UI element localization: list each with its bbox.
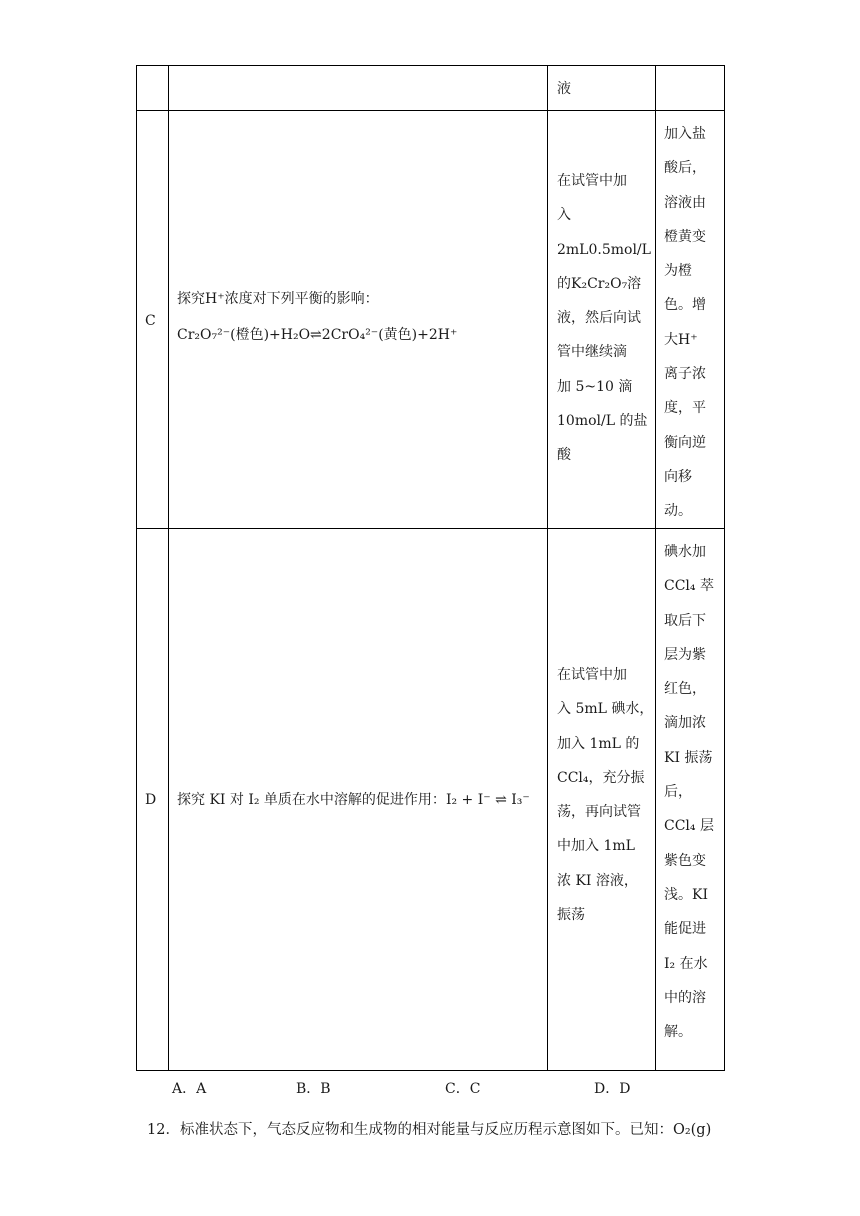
row-d-procedure-line: 中加入 1mL	[557, 838, 635, 855]
row-d-conclusion-line: 红色，	[664, 681, 706, 698]
option-d[interactable]: D．D	[594, 1081, 631, 1097]
row-d-equation: I₂ + I⁻ ⇌ I₃⁻	[445, 792, 530, 808]
row-c-procedure-line: 管中继续滴	[557, 344, 627, 361]
row-c-conclusion-line: 色。增	[664, 297, 706, 314]
row-d-conclusion-line: 紫色变	[664, 852, 706, 869]
row-c-conclusion-line: 橙黄变	[664, 228, 706, 245]
top-row-procedure-text: 液	[557, 81, 571, 97]
row-d-procedure-line: 入 5mL 碘水，	[557, 701, 654, 718]
row-c-conclusion-line: 向移	[664, 468, 692, 485]
table-divider-1	[168, 65, 169, 1071]
row-c-procedure-line: 的K₂Cr₂O₇溶	[557, 275, 642, 292]
table-border-top	[136, 65, 725, 66]
row-c-conclusion-line: 为橙	[664, 263, 692, 280]
row-d-conclusion-line: 中的溶	[664, 989, 706, 1006]
row-c-conclusion-line: 度，平	[664, 400, 706, 417]
table-row-divider-2	[136, 528, 725, 529]
option-c[interactable]: C．C	[445, 1081, 481, 1097]
row-d-procedure-line: 在试管中加	[557, 667, 627, 683]
question-12-stem: 12．标准状态下，气态反应物和生成物的相对能量与反应历程示意图如下。已知：O₂(g)	[147, 1122, 712, 1138]
row-d-conclusion-line: 后，	[664, 784, 692, 801]
table-border-left	[136, 65, 137, 1071]
row-c-conclusion-line: 加入盐	[664, 126, 706, 142]
row-d-conclusion-line: 滴加浓	[664, 715, 706, 732]
row-c-conclusion	[664, 124, 706, 536]
row-d-procedure-line: CCl₄，充分振	[557, 769, 645, 786]
row-d-conclusion-line: 浅。KI	[664, 886, 708, 903]
row-d-description	[177, 790, 530, 810]
option-a[interactable]: A．A	[172, 1081, 207, 1097]
row-d-conclusion-line: I₂ 在水	[664, 955, 708, 972]
row-d-conclusion-line: KI 振荡	[664, 749, 713, 766]
table-divider-3	[655, 65, 656, 1071]
table-border-right	[724, 65, 725, 1071]
row-d-conclusion-line: 取后下	[664, 612, 706, 629]
row-d-procedure-line: 浓 KI 溶液，	[557, 872, 638, 889]
row-d-conclusion-line: 层为紫	[664, 646, 706, 663]
row-c-procedure	[557, 171, 651, 480]
row-d-procedure-line: 加入 1mL 的	[557, 735, 640, 752]
row-d-procedure-line: 荡，再向试管	[557, 804, 641, 821]
row-c-procedure-line: 10mol/L 的盐	[557, 413, 648, 430]
row-d-conclusion-line: 能促进	[664, 921, 706, 938]
row-c-conclusion-line: 溶液由	[664, 194, 706, 211]
row-c-conclusion-line: 大H⁺	[664, 331, 698, 348]
row-d-procedure-line: 振荡	[557, 907, 585, 924]
row-d-procedure	[557, 665, 653, 939]
row-c-equation: Cr₂O₇²⁻(橙色)+H₂O⇌2CrO₄²⁻(黄色)+2H⁺	[177, 327, 458, 343]
row-c-conclusion-line: 酸后，	[664, 160, 706, 177]
option-b[interactable]: B．B	[296, 1081, 331, 1097]
row-c-procedure-line: 2mL0.5mol/L	[557, 241, 651, 258]
row-c-conclusion-line: 离子浓	[664, 366, 706, 383]
row-c-procedure-line: 液，然后向试	[557, 310, 641, 327]
row-d-conclusion-line: CCl₄ 层	[664, 818, 714, 835]
row-d-conclusion-line: 解。	[664, 1024, 692, 1041]
row-d-label: D	[145, 792, 157, 808]
row-c-procedure-line: 在试管中加	[557, 173, 627, 189]
table-border-bottom	[136, 1070, 725, 1071]
row-d-description-text: 探究 KI 对 I₂ 单质在水中溶解的促进作用：	[177, 792, 446, 808]
row-c-label: C	[145, 313, 156, 329]
row-c-procedure-line: 酸	[557, 447, 571, 464]
row-c-procedure-line: 加 5~10 滴	[557, 378, 633, 395]
table-row-divider-1	[136, 110, 725, 111]
row-c-conclusion-line: 动。	[664, 503, 692, 520]
table-divider-2	[547, 65, 548, 1071]
row-c-conclusion-line: 衡向逆	[664, 434, 706, 451]
row-d-conclusion-line: CCl₄ 萃	[664, 578, 714, 595]
row-c-procedure-line: 入	[557, 207, 571, 224]
row-d-conclusion	[664, 542, 714, 1056]
row-d-conclusion-line: 碘水加	[664, 544, 706, 560]
row-c-description: 探究H⁺浓度对下列平衡的影响：	[177, 291, 379, 307]
